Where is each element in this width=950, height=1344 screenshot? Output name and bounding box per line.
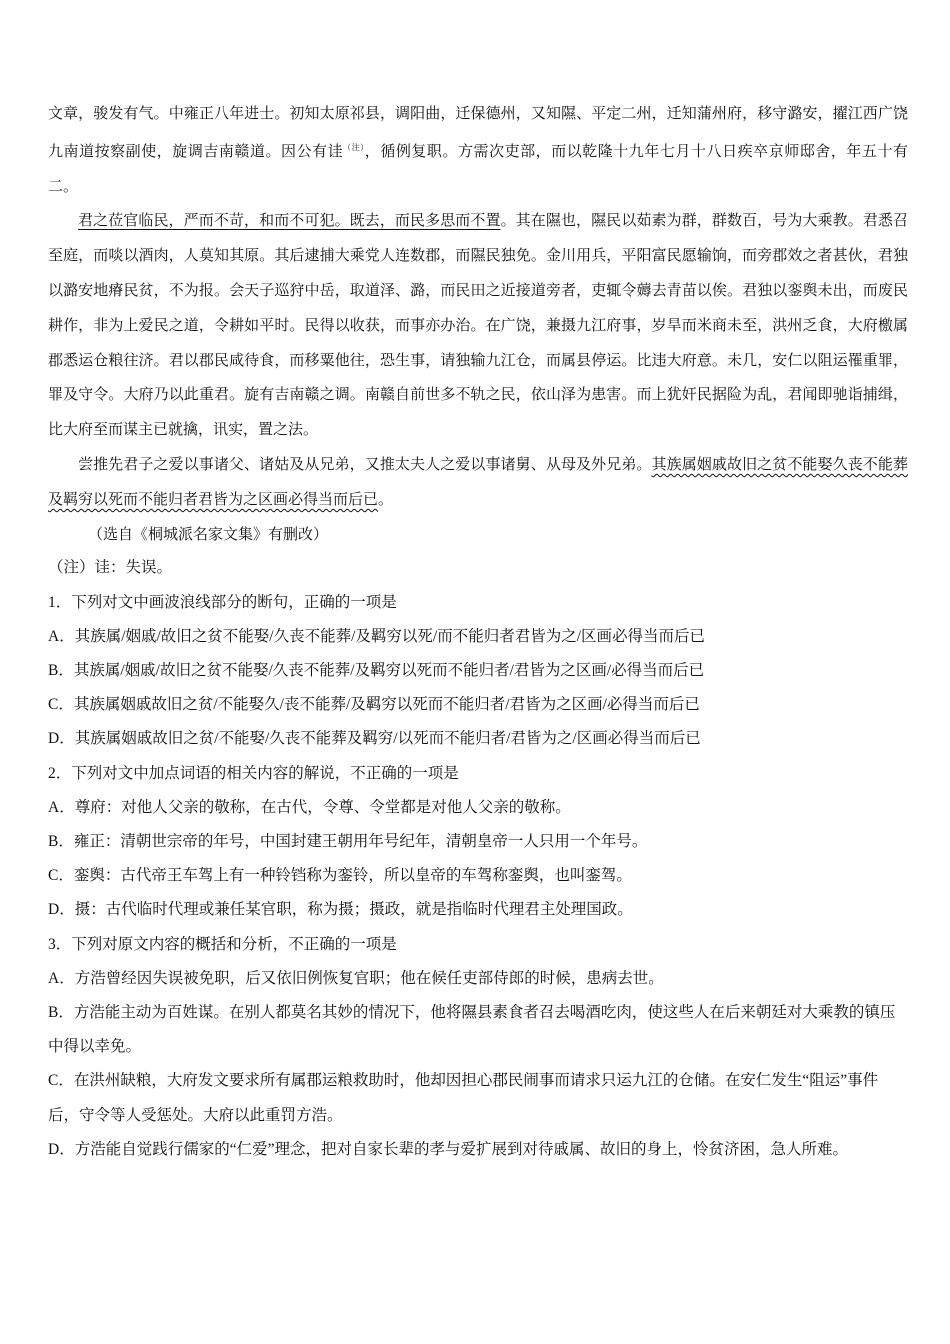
passage-text: 。其在隰也，隰民以茹素为群，群数百，号为大乘教。君悉召至庭，而啖以酒肉，人莫知其原。其后逮捕大乘党人连数郡，而隰民独免。金川用兵，平阳富民愿输饷，而旁郡效之者甚伙，君独以潞安地瘠民贫，不为报。会天子巡狩中岳，取道泽、潞，而民田之近接道旁者，吏辄令薅去青苗以俟。君独以銮舆未出，而废民耕作，非为上爱民之道，令耕如平时。民得以收获，而事亦办治。在广饶，兼摄九江府事，岁旱而米商未至，洪州乏食，大府檄属郡悉运仓粮往济。君以郡民咸待食，而移粟他往，恐生事，请独输九江仓，而属县停运。比违大府意。未几，安仁以阻运罹重罪，罪及守令。大府乃以此重君。旋有吉南赣之调。南赣自前世多不轨之民，依山泽为患害。而上犹奸民据险为乱，君闻即驰诣捕缉，比大府至而谋主已就擒，讯实，置之法。 xyxy=(48,211,908,439)
option-a: A．其族属/姻戚/故旧之贫不能娶/久丧不能葬/及羁穷以死/而不能归者君皆为之/区画必得当而后已 xyxy=(48,627,706,645)
passage-text: 文章，骏发有气。中雍正八年进士。初知太原祁县，调阳曲，迁保德州，又知隰、平定二州，迁知蒲州府，移守潞安，擢江西广饶九南道按察副使，旋调吉南赣道。因公有诖 xyxy=(48,104,908,160)
footnote: （注）诖：失误。 xyxy=(48,559,173,577)
option-d: D．其族属姻戚故旧之贫/不能娶/久丧不能葬及羁穷/以死而不能归者/君皆为之/区画必得当而后已 xyxy=(48,730,701,748)
option-d: D．方浩能自觉践行儒家的“仁爱”理念，把对自家长辈的孝与爱扩展到对待戚属、故旧的身上，怜贫济困，急人所难。 xyxy=(48,1140,848,1158)
option-d: D．摄：古代临时代理或兼任某官职，称为摄；摄政，就是指临时代理君主处理国政。 xyxy=(48,901,633,919)
document-page xyxy=(48,96,908,1167)
question-2 xyxy=(48,757,908,928)
question-stem: 2．下列对文中加点词语的相关内容的解说，不正确的一项是 xyxy=(48,764,459,782)
option-a: A．尊府：对他人父亲的敬称，在古代，令尊、令堂都是对他人父亲的敬称。 xyxy=(48,798,571,816)
option-c: C．銮舆：古代帝王车驾上有一种铃铛称为銮铃，所以皇帝的车驾称銮舆，也叫銮驾。 xyxy=(48,867,632,885)
passage-text: ，循例复职。方需次吏部，而以乾隆十九年七月十八日疾卒京师邸舍，年五十有二。 xyxy=(48,141,908,195)
question-1 xyxy=(48,586,908,757)
question-3 xyxy=(48,928,908,1167)
option-b: B．其族属/姻戚/故旧之贫不能娶/久丧不能葬/及羁穷以死而不能归者/君皆为之区画/必得当而后已 xyxy=(48,661,705,679)
underlined-sentence: 君之莅官临民，严而不苛，和而不可犯。既去，而民多思而不置 xyxy=(78,211,501,230)
option-b: B．方浩能主动为百姓谋。在别人都莫名其妙的情况下，他将隰县素食者召去喝酒吃肉，使这些人在后来朝廷对大乘教的镇压中得以幸免。 xyxy=(48,1004,896,1056)
passage-text: 尝推先君子之爱以事诸父、诸姑及从兄弟，又推太夫人之爱以事诸舅、从母及外兄弟。 xyxy=(78,454,652,473)
passage-text: 。 xyxy=(378,489,394,508)
source-citation: （选自《桐城派名家文集》有删改） xyxy=(88,524,329,543)
question-stem: 3．下列对原文内容的概括和分析，不正确的一项是 xyxy=(48,935,397,953)
question-stem: 1．下列对文中画波浪线部分的断句，正确的一项是 xyxy=(48,593,397,611)
option-b: B．雍正：清朝世宗帝的年号，中国封建王朝用年号纪年，清朝皇帝一人只用一个年号。 xyxy=(48,832,648,850)
passage-paragraph-3 xyxy=(48,447,908,517)
wavy-underlined-sentence: 其族属姻戚故旧之贫不能娶久丧不能葬及羁穷以死而不能归者君皆为之区画必得当而后已 xyxy=(48,454,908,508)
option-c: C．其族属姻戚故旧之贫/不能娶久/丧不能葬/及羁穷以死而不能归者/君皆为之区画/必得当而后已 xyxy=(48,696,700,714)
passage-paragraph-2 xyxy=(48,203,908,447)
footnote-marker: （注） xyxy=(343,142,365,152)
option-a: A．方浩曾经因失误被免职，后又依旧例恢复官职；他在候任吏部侍郎的时候，患病去世。 xyxy=(48,969,664,987)
passage-paragraph-1 xyxy=(48,96,908,203)
option-c: C．在洪州缺粮，大府发文要求所有属郡运粮救助时，他却因担心郡民闹事而请求只运九江的仓储。在安仁发生“阻运”事件后，守令等人受惩处。大府以此重罚方浩。 xyxy=(48,1072,879,1124)
